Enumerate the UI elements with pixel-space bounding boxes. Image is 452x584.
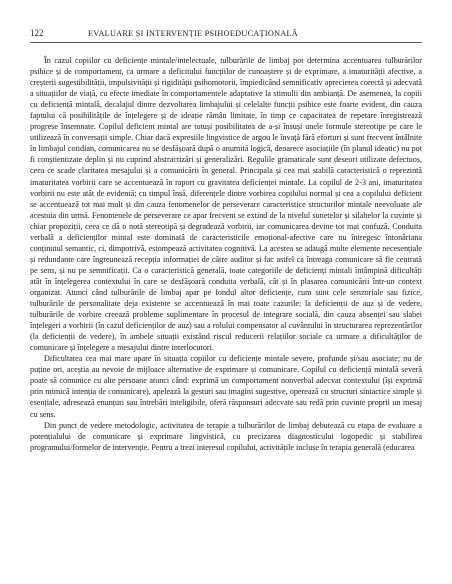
paragraph-3: Din punct de vedere metodologic, activitatea de terapie a tulburărilor de limbaj debutează cu etapa de evaluare a potențialului de comunicare și exprimare lingvistică, cu precizarea diagnosticului logopedic și stabilirea programului/formelor de intervenție. Pentru a trezi interesul copilului, activitățile incluse în terapia generală (educarea (30, 420, 422, 452)
paragraph-1: În cazul copiilor cu deficiențe mintale/intelectuale, tulburările de limbaj pot determina accentuarea tulburărilor psihice și de comportament, ca urmare a deficitului funcțiilor de cunoaștere și de exprimare, a imaturității afective, a creșterii sugestibilității, impulsivității și rigidității psihomotorii, împiedicând semnificativ aprecierea corectă și adecvată a situațiilor de viață, cu efecte imediate în comportamentele adaptative la stimulii din ambianță. De asemenea, la copiii cu deficiență mintală, decalajul dintre dezvoltarea limbajului și celelalte funcții psihice este foarte evident, din cauza faptului că posibilitățile de înțelegere și de ideație rămân limitate, în timp ce capacitatea de repetare înregistrează progrese însemnate. Copilul deficient mintal are totuși posibilitatea de a-și însuși unele formule stereotipe pe care le utilizează în conversații simple. Chiar dacă expresiile lingvistice de argou le învață fără eforturi și sunt frecvent întâlnite în limbajul cotidian, comunicarea nu se desfășoară după o anumită logică, deoarece asociațiile (în planul ideatic) nu pot fi conștientizate deplin și nu cuprind abstractizări și generalizări. Regulile gramaticale sunt deseori utilizate defectuos, ceea ce scade claritatea mesajului și a comunicării în general. Principala și cea mai stabilă caracteristică o reprezintă imaturitatea vorbirii care se accentuează în raport cu gravitatea deficienței mintale. La copilul de 2-3 ani, imaturitatea vorbirii nu este atât de evidentă; cu timpul însă, diferențele dintre vorbirea copilului normal și cea a copilului deficient se accentuează tot mai mult și din cauza fenomenelor de perseverare caracteristice structurilor mintale neevoluate ale acestuia din urmă. Fenomenele de perseverare ce apar frecvent se extind de la nivelul sunetelor și silabelor la cuvinte și chiar propoziții, ceea ce dă o notă stereotipă și degradează vorbirii, iar comunicarea devine tot mai confuză. Conduita verbală a deficienților mintal este dominată de caracteristicile emoțional-afective care nu întregesc întonăriana conținutul semantic, ci, dimpotrivă, estompează activitatea cognitivă. La acestea se adaugă multe elemente necesențiale și redundante care îngreunează recepția informației de către auditor și fac astfel ca întreaga comunicare să fie centrată pe sens, și nu pe semnificații. Ca o caracteristică generală, toate categoriile de deficienți mintali întâmpină dificultăți atât în înțelegerea contextului în care se desfășoară conduita verbală, cât și în plasarea comunicării într-un context organizat. Atunci când tulburările de limbaj apar pe fondul altor deficiențe, cum sunt cele senzoriale sau fizice, tulburările de personalitate deja existente se accentuează în mai toate cazurile; la deficienții de auz și de vedere, tulburările de vorbire creează probleme suplimentare în procesul de integrare socială, din cauza absenței sau slabei înțelegeri a vorbirii (în cazul deficienților de auz) sau a rolului compensator al cuvântului în structurarea reprezentărilor (la deficienții de vedere), în ambele situații existând riscul reducerii relațiilor sociale ca urmare a dificultăților de comunicare și înțelegere a mesajului dintre interlocutori. (30, 56, 422, 353)
document-page (30, 28, 422, 568)
running-title: EVALUARE ȘI INTERVENȚIE PSIHOEDUCAȚIONALĂ (88, 29, 299, 38)
body-text (30, 55, 422, 453)
page-header (30, 28, 422, 43)
page-number: 122 (30, 28, 44, 38)
paragraph-2: Dificultatea cea mai mare apare în situația copiilor cu deficiențe mintale severe, profunde și/sau asociate; nu de puține ori, aceștia au nevoie de mijloace alternative de exprimare și comunicare. Copilul cu deficiență mintală severă poate să comunice cu alte persoane atunci când: exprimă un comportament nonverbal adecvat contextului (își exprimă prin mimică intenția de comunicare), apelează la gesturi sau imagini sugestive, operează cu structuri sintactice simple și esențiale, adresează enunțuri sau întrebări inteligibile, oferă răspunsuri adecvate sau redă prin cuvinte proprii un mesaj cu sens. (30, 354, 422, 419)
